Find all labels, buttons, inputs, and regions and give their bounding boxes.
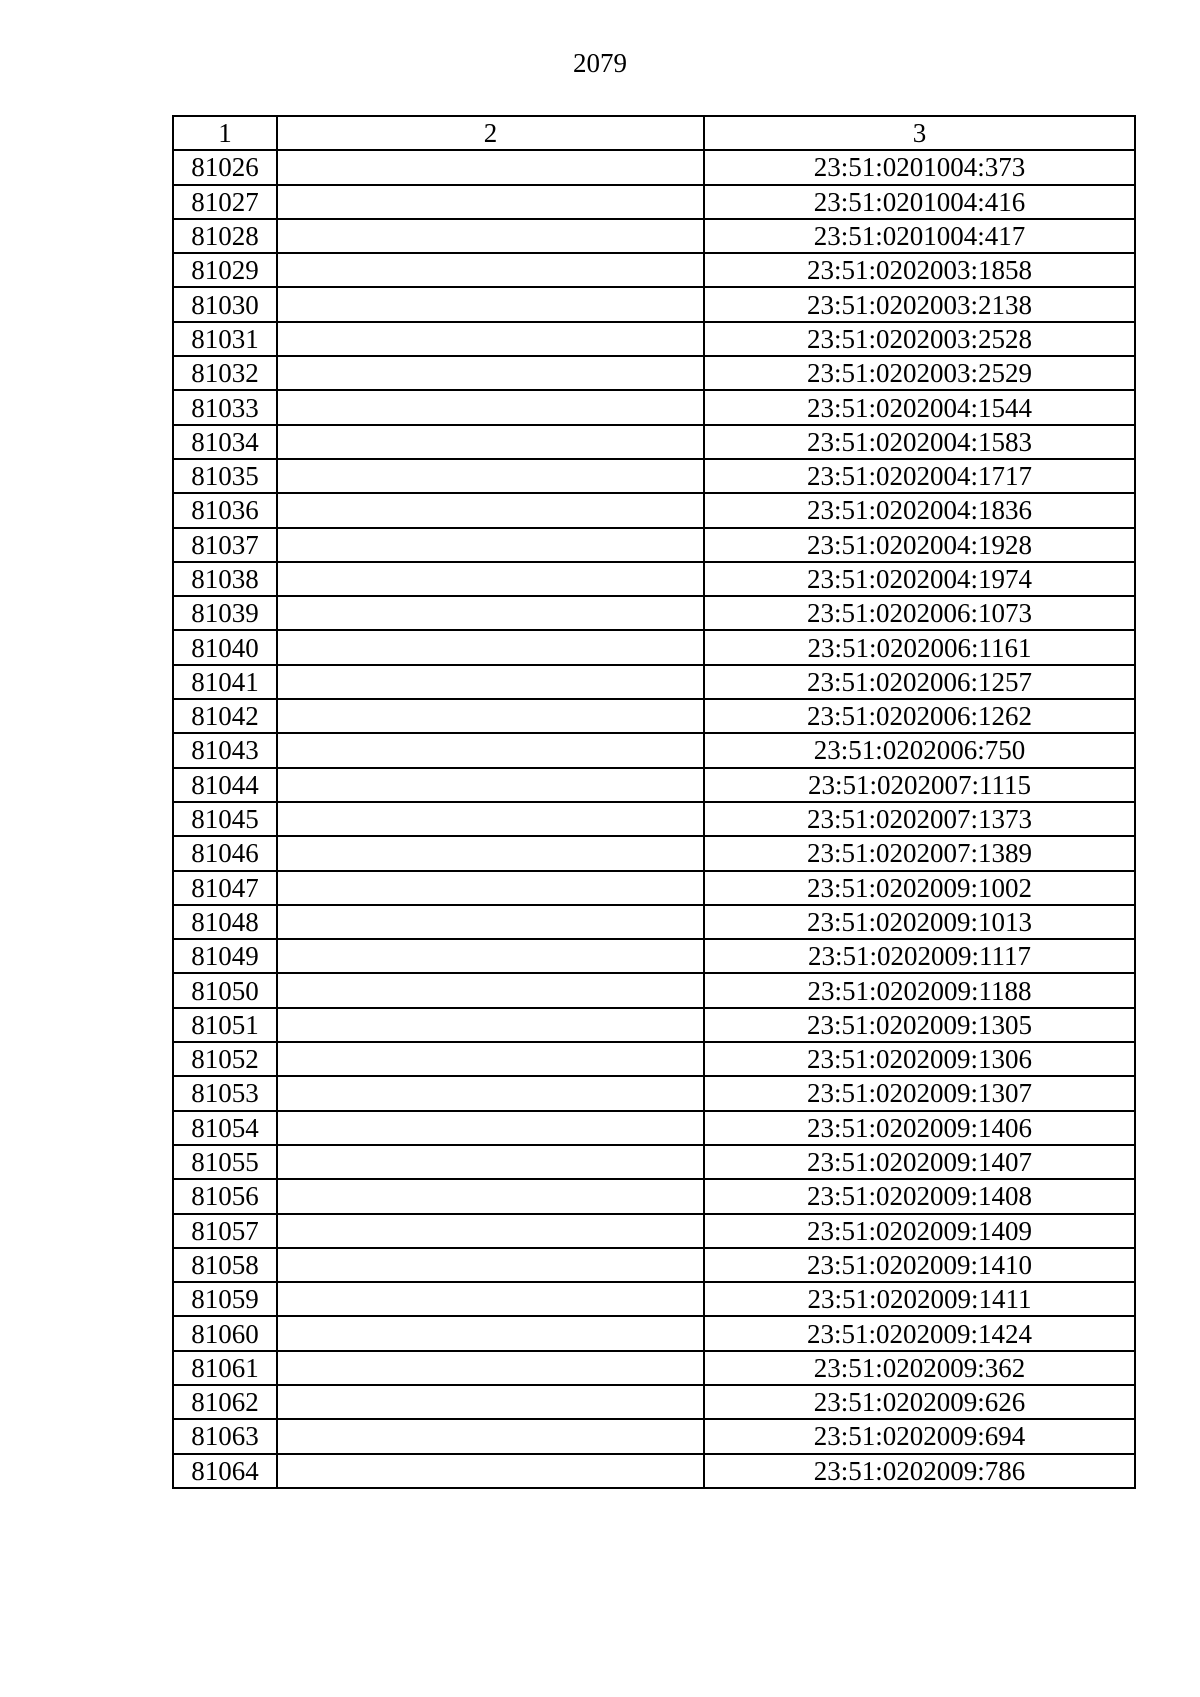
- cadastral-number-cell: 23:51:0202009:1188: [704, 973, 1135, 1007]
- row-number-cell: 81052: [173, 1042, 277, 1076]
- description-cell: [277, 905, 704, 939]
- description-cell: [277, 1282, 704, 1316]
- row-number-cell: 81026: [173, 150, 277, 184]
- table-row: [173, 1214, 1135, 1248]
- cadastral-number-cell: 23:51:0201004:416: [704, 185, 1135, 219]
- description-cell: [277, 630, 704, 664]
- table-row: [173, 1248, 1135, 1282]
- table-row: [173, 253, 1135, 287]
- row-number-cell: 81028: [173, 219, 277, 253]
- cadastral-number-cell: 23:51:0202009:1002: [704, 871, 1135, 905]
- description-cell: [277, 973, 704, 1007]
- table-row: [173, 219, 1135, 253]
- row-number-cell: 81054: [173, 1111, 277, 1145]
- table-header: [173, 116, 1135, 150]
- row-number-cell: 81036: [173, 493, 277, 527]
- table-body: [173, 150, 1135, 1488]
- row-number-cell: 81058: [173, 1248, 277, 1282]
- description-cell: [277, 665, 704, 699]
- description-cell: [277, 871, 704, 905]
- table-row: [173, 356, 1135, 390]
- description-cell: [277, 768, 704, 802]
- cadastral-number-cell: 23:51:0202009:694: [704, 1419, 1135, 1453]
- cadastral-number-cell: 23:51:0202009:1424: [704, 1316, 1135, 1350]
- description-cell: [277, 1419, 704, 1453]
- cadastral-number-cell: 23:51:0201004:373: [704, 150, 1135, 184]
- row-number-cell: 81051: [173, 1008, 277, 1042]
- cadastral-number-cell: 23:51:0202004:1544: [704, 390, 1135, 424]
- table-row: [173, 390, 1135, 424]
- row-number-cell: 81057: [173, 1214, 277, 1248]
- row-number-cell: 81047: [173, 871, 277, 905]
- cadastral-number-cell: 23:51:0202003:2528: [704, 322, 1135, 356]
- cadastral-number-cell: 23:51:0202009:1306: [704, 1042, 1135, 1076]
- description-cell: [277, 253, 704, 287]
- cadastral-number-cell: 23:51:0202004:1717: [704, 459, 1135, 493]
- table-row: [173, 1076, 1135, 1110]
- description-cell: [277, 699, 704, 733]
- row-number-cell: 81061: [173, 1351, 277, 1385]
- description-cell: [277, 596, 704, 630]
- table-row: [173, 939, 1135, 973]
- description-cell: [277, 1248, 704, 1282]
- description-cell: [277, 356, 704, 390]
- description-cell: [277, 1316, 704, 1350]
- table-row: [173, 459, 1135, 493]
- page-number: 2079: [573, 48, 627, 78]
- table-row: [173, 1145, 1135, 1179]
- row-number-cell: 81060: [173, 1316, 277, 1350]
- cadastral-number-cell: 23:51:0202004:1928: [704, 528, 1135, 562]
- cadastral-number-cell: 23:51:0202009:1410: [704, 1248, 1135, 1282]
- row-number-cell: 81035: [173, 459, 277, 493]
- table-row: [173, 1385, 1135, 1419]
- row-number-cell: 81041: [173, 665, 277, 699]
- row-number-cell: 81044: [173, 768, 277, 802]
- cadastral-number-cell: 23:51:0202009:626: [704, 1385, 1135, 1419]
- description-cell: [277, 528, 704, 562]
- row-number-cell: 81027: [173, 185, 277, 219]
- row-number-cell: 81032: [173, 356, 277, 390]
- description-cell: [277, 390, 704, 424]
- table-row: [173, 185, 1135, 219]
- cadastral-number-cell: 23:51:0202006:750: [704, 733, 1135, 767]
- row-number-cell: 81055: [173, 1145, 277, 1179]
- table-row: [173, 665, 1135, 699]
- header-cell-2: 2: [277, 116, 704, 150]
- table-row: [173, 150, 1135, 184]
- cadastral-number-cell: 23:51:0202003:2138: [704, 287, 1135, 321]
- header-cell-1: 1: [173, 116, 277, 150]
- row-number-cell: 81039: [173, 596, 277, 630]
- table-row: [173, 528, 1135, 562]
- cadastral-number-cell: 23:51:0202009:1407: [704, 1145, 1135, 1179]
- description-cell: [277, 1351, 704, 1385]
- table-row: [173, 596, 1135, 630]
- table-row: [173, 836, 1135, 870]
- row-number-cell: 81053: [173, 1076, 277, 1110]
- description-cell: [277, 733, 704, 767]
- cadastral-number-cell: 23:51:0202004:1583: [704, 425, 1135, 459]
- description-cell: [277, 1385, 704, 1419]
- row-number-cell: 81050: [173, 973, 277, 1007]
- cadastral-number-cell: 23:51:0202009:1411: [704, 1282, 1135, 1316]
- table-row: [173, 1111, 1135, 1145]
- table-row: [173, 562, 1135, 596]
- row-number-cell: 81030: [173, 287, 277, 321]
- table-row: [173, 768, 1135, 802]
- table-row: [173, 1454, 1135, 1488]
- description-cell: [277, 493, 704, 527]
- row-number-cell: 81062: [173, 1385, 277, 1419]
- table-row: [173, 905, 1135, 939]
- row-number-cell: 81038: [173, 562, 277, 596]
- cadastral-number-cell: 23:51:0202004:1974: [704, 562, 1135, 596]
- description-cell: [277, 322, 704, 356]
- description-cell: [277, 1145, 704, 1179]
- description-cell: [277, 185, 704, 219]
- row-number-cell: 81042: [173, 699, 277, 733]
- cadastral-number-cell: 23:51:0202007:1115: [704, 768, 1135, 802]
- row-number-cell: 81029: [173, 253, 277, 287]
- description-cell: [277, 1008, 704, 1042]
- description-cell: [277, 150, 704, 184]
- table-row: [173, 1179, 1135, 1213]
- row-number-cell: 81048: [173, 905, 277, 939]
- description-cell: [277, 1454, 704, 1488]
- cadastral-number-cell: 23:51:0202009:362: [704, 1351, 1135, 1385]
- cadastral-number-cell: 23:51:0202009:1408: [704, 1179, 1135, 1213]
- description-cell: [277, 459, 704, 493]
- cadastral-number-cell: 23:51:0202009:786: [704, 1454, 1135, 1488]
- table-row: [173, 1042, 1135, 1076]
- row-number-cell: 81063: [173, 1419, 277, 1453]
- row-number-cell: 81037: [173, 528, 277, 562]
- row-number-cell: 81040: [173, 630, 277, 664]
- table-row: [173, 1316, 1135, 1350]
- table-row: [173, 871, 1135, 905]
- description-cell: [277, 562, 704, 596]
- description-cell: [277, 1179, 704, 1213]
- row-number-cell: 81059: [173, 1282, 277, 1316]
- row-number-cell: 81033: [173, 390, 277, 424]
- row-number-cell: 81046: [173, 836, 277, 870]
- row-number-cell: 81049: [173, 939, 277, 973]
- table-row: [173, 802, 1135, 836]
- table-row: [173, 630, 1135, 664]
- cadastral-number-cell: 23:51:0202009:1307: [704, 1076, 1135, 1110]
- description-cell: [277, 1111, 704, 1145]
- table-row: [173, 1351, 1135, 1385]
- description-cell: [277, 219, 704, 253]
- description-cell: [277, 287, 704, 321]
- row-number-cell: 81045: [173, 802, 277, 836]
- table-row: [173, 1008, 1135, 1042]
- table-row: [173, 1419, 1135, 1453]
- row-number-cell: 81031: [173, 322, 277, 356]
- row-number-cell: 81034: [173, 425, 277, 459]
- table-row: [173, 322, 1135, 356]
- cadastral-number-cell: 23:51:0202009:1305: [704, 1008, 1135, 1042]
- description-cell: [277, 802, 704, 836]
- description-cell: [277, 1076, 704, 1110]
- cadastral-number-cell: 23:51:0202003:2529: [704, 356, 1135, 390]
- table-row: [173, 733, 1135, 767]
- description-cell: [277, 1042, 704, 1076]
- cadastral-number-cell: 23:51:0202009:1406: [704, 1111, 1135, 1145]
- table-row: [173, 699, 1135, 733]
- row-number-cell: 81043: [173, 733, 277, 767]
- cadastral-number-cell: 23:51:0202006:1073: [704, 596, 1135, 630]
- description-cell: [277, 836, 704, 870]
- header-row: [173, 116, 1135, 150]
- table-row: [173, 425, 1135, 459]
- table-row: [173, 973, 1135, 1007]
- cadastral-number-cell: 23:51:0202007:1373: [704, 802, 1135, 836]
- row-number-cell: 81056: [173, 1179, 277, 1213]
- cadastral-number-cell: 23:51:0202006:1161: [704, 630, 1135, 664]
- cadastral-number-cell: 23:51:0202009:1409: [704, 1214, 1135, 1248]
- description-cell: [277, 425, 704, 459]
- cadastral-number-cell: 23:51:0202006:1257: [704, 665, 1135, 699]
- description-cell: [277, 939, 704, 973]
- header-cell-3: 3: [704, 116, 1135, 150]
- cadastral-number-cell: 23:51:0202003:1858: [704, 253, 1135, 287]
- table-row: [173, 287, 1135, 321]
- table-row: [173, 493, 1135, 527]
- cadastral-number-cell: 23:51:0202006:1262: [704, 699, 1135, 733]
- description-cell: [277, 1214, 704, 1248]
- cadastral-number-cell: 23:51:0202009:1013: [704, 905, 1135, 939]
- cadastral-number-cell: 23:51:0202007:1389: [704, 836, 1135, 870]
- cadastral-number-cell: 23:51:0202009:1117: [704, 939, 1135, 973]
- row-number-cell: 81064: [173, 1454, 277, 1488]
- table-row: [173, 1282, 1135, 1316]
- cadastral-number-cell: 23:51:0201004:417: [704, 219, 1135, 253]
- cadastral-number-cell: 23:51:0202004:1836: [704, 493, 1135, 527]
- register-table: [172, 115, 1136, 1489]
